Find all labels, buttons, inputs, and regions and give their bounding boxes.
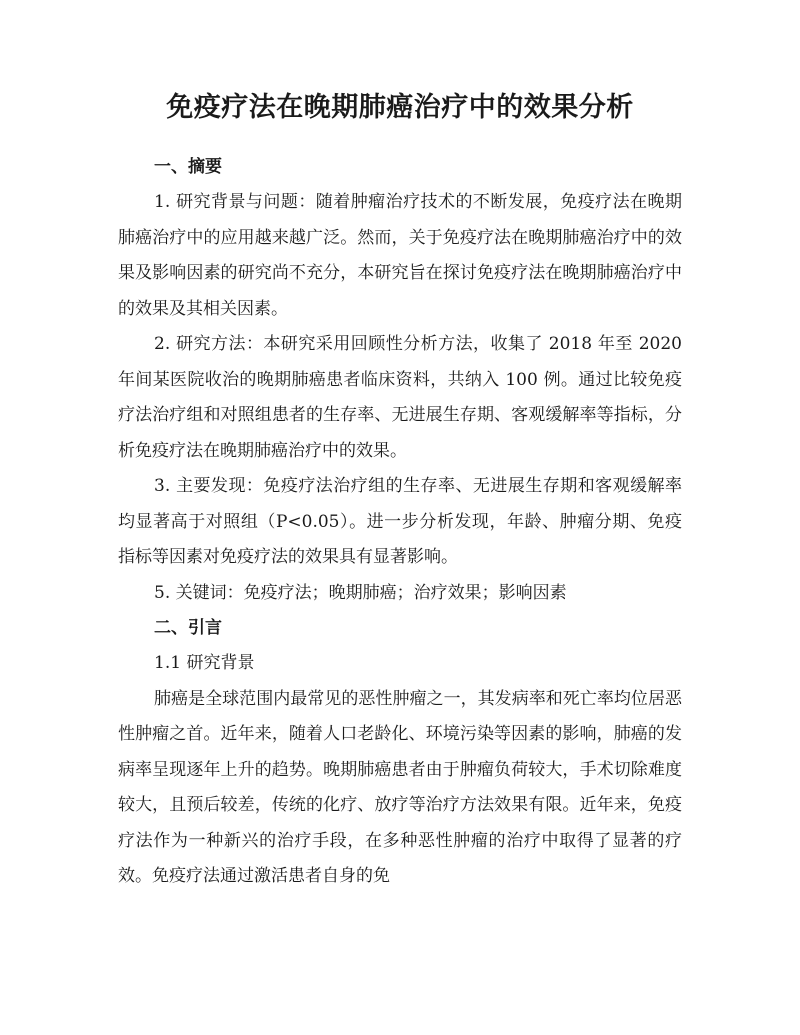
abstract-paragraph-methods: 2. 研究方法：本研究采用回顾性分析方法，收集了 2018 年至 2020 年间某医院收治的晚期肺癌患者临床资料，共纳入 100 例。通过比较免疫疗法治疗组和对照组患者的生存率、无进展生存期、客观缓解率等指标，分析免疫疗法在晚期肺癌治疗中的效果。 <box>118 334 682 461</box>
section-introduction <box>118 611 682 895</box>
abstract-paragraph-background: 1. 研究背景与问题：随着肿瘤治疗技术的不断发展，免疫疗法在晚期肺癌治疗中的应用越来越广泛。然而，关于免疫疗法在晚期肺癌治疗中的效果及影响因素的研究尚不充分，本研究旨在探讨免疫疗法在晚期肺癌治疗中的效果及其相关因素。 <box>118 192 682 319</box>
introduction-heading: 二、引言 <box>154 618 222 638</box>
abstract-paragraph-keywords: 5. 关键词：免疫疗法；晚期肺癌；治疗效果；影响因素 <box>154 582 567 603</box>
abstract-paragraph-findings: 3. 主要发现：免疫疗法治疗组的生存率、无进展生存期和客观缓解率均显著高于对照组（P<0.05）。进一步分析发现，年龄、肿瘤分期、免疫指标等因素对免疫疗法的效果具有显著影响。 <box>118 476 682 567</box>
introduction-subheading: 1.1 研究背景 <box>154 653 255 673</box>
abstract-heading: 一、摘要 <box>154 157 222 177</box>
section-abstract <box>118 150 682 611</box>
introduction-paragraph: 肺癌是全球范围内最常见的恶性肿瘤之一，其发病率和死亡率均位居恶性肿瘤之首。近年来，随着人口老龄化、环境污染等因素的影响，肺癌的发病率呈现逐年上升的趋势。晚期肺癌患者由于肿瘤负荷较大，手术切除难度较大，且预后较差，传统的化疗、放疗等治疗方法效果有限。近年来，免疫疗法作为一种新兴的治疗手段，在多种恶性肿瘤的治疗中取得了显著的疗效。免疫疗法通过激活患者自身的免 <box>118 688 682 886</box>
document-title: 免疫疗法在晚期肺癌治疗中的效果分析 <box>166 92 634 123</box>
